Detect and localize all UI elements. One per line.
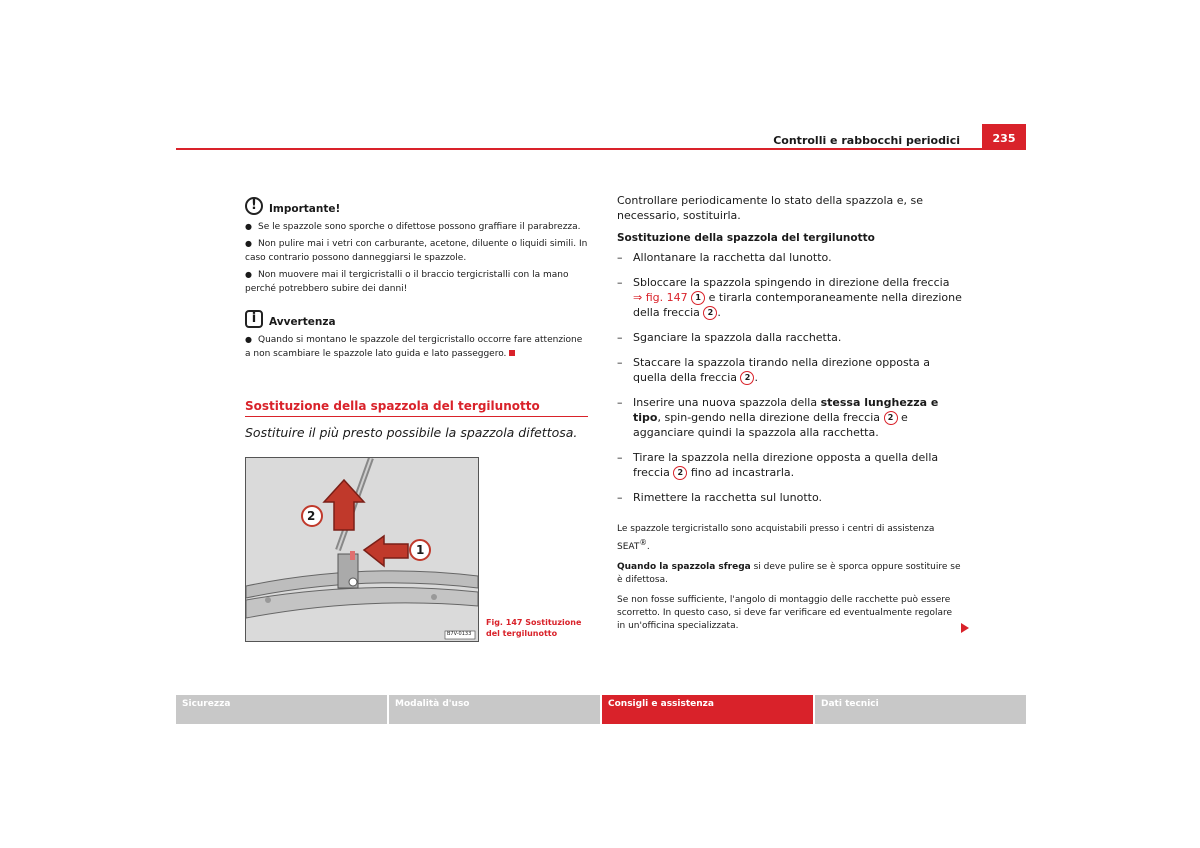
importante-heading: [245, 197, 588, 215]
importante-title: Importante!: [269, 203, 341, 215]
importante-item-3: ● Non muovere mai il tergicristalli o il braccio tergicristalli con la mano perché potrebbero subire dei danni!: [245, 268, 588, 296]
footer-tab-dati-tecnici[interactable]: Dati tecnici: [815, 695, 1026, 724]
step-1: – Allontanare la racchetta dal lunotto.: [617, 250, 962, 265]
note-availability: Le spazzole tergicristallo sono acquistabili presso i centri di assistenza SEAT®.: [617, 524, 935, 552]
wiper-illustration: [245, 457, 479, 642]
callout-2-icon: 2: [703, 306, 717, 320]
importante-item-1: ● Se le spazzole sono sporche o difettose possono graffiare il parabrezza.: [245, 220, 588, 234]
figure-reference-link[interactable]: ⇒ fig. 147: [633, 291, 688, 304]
page-header-title: Controlli e rabbocchi periodici: [773, 134, 960, 147]
intro-text: Controllare periodicamente lo stato della spazzola e, se necessario, sostituirla.: [617, 194, 924, 222]
step-7: – Rimettere la racchetta sul lunotto.: [617, 490, 962, 505]
avvertenza-item: ● Quando si montano le spazzole del tergicristallo occorre fare attenzione a non scambiare le spazzole lato guida e lato passeggero.: [245, 333, 588, 361]
footer-tab-sicurezza[interactable]: Sicurezza: [176, 695, 387, 724]
note-smearing: Quando la spazzola sfrega si deve pulire se è sporca oppure sostituire se è difettosa.: [617, 562, 961, 585]
footer-nav: [176, 695, 1026, 724]
step-6: – Tirare la spazzola nella direzione opposta a quella della freccia 2 fino ad incastrarla.: [617, 450, 962, 480]
footer-tab-modalita-duso[interactable]: Modalità d'uso: [389, 695, 600, 724]
section-title: Sostituzione della spazzola del tergilunotto: [245, 399, 588, 417]
figure-code: B7V-0133: [447, 631, 472, 637]
figure-label-1: 1: [416, 543, 425, 557]
figure-label-2: 2: [307, 509, 316, 523]
callout-2-icon: 2: [673, 466, 687, 480]
page-number: 235: [982, 124, 1026, 149]
importante-item-2: ● Non pulire mai i vetri con carburante, acetone, diluente o liquidi simili. In caso contrario possono danneggiarsi le spazzole.: [245, 237, 588, 265]
callout-1-icon: 1: [691, 291, 705, 305]
callout-2-icon: 2: [884, 411, 898, 425]
step-4: – Staccare la spazzola tirando nella direzione opposta a quella della freccia 2 .: [617, 355, 962, 385]
right-column: [617, 193, 962, 640]
avvertenza-title: Avvertenza: [269, 316, 336, 328]
wiper-drawing: [246, 458, 478, 641]
exclamation-icon: !: [245, 197, 263, 215]
procedure-heading: Sostituzione della spazzola del tergilunotto: [617, 232, 875, 244]
step-3: – Sganciare la spazzola dalla racchetta.: [617, 330, 962, 345]
continue-arrow-icon: [961, 623, 969, 633]
step-5: – Inserire una nuova spazzola della stessa lunghezza e tipo, spin-gendo nella direzione della freccia 2 e agganciare quindi la spazzola alla racchetta.: [617, 395, 962, 440]
footer-tab-consigli-e-assistenza[interactable]: Consigli e assistenza: [602, 695, 813, 724]
header-divider: [176, 148, 1026, 150]
end-of-section-icon: [509, 350, 515, 356]
left-column: [245, 197, 588, 440]
figure-caption: Fig. 147 Sostituzione del tergilunotto: [486, 618, 582, 638]
section-subtitle: Sostituire il più presto possibile la spazzola difettosa.: [245, 425, 578, 440]
note-adjustment: Se non fosse sufficiente, l'angolo di montaggio delle racchette può essere scorretto. In questo caso, si deve far verificare ed eventualmente regolare in un'officina specializzata.: [617, 595, 953, 631]
info-icon: i: [245, 310, 263, 328]
callout-2-icon: 2: [740, 371, 754, 385]
step-2: – Sbloccare la spazzola spingendo in direzione della freccia ⇒ fig. 147 1 e tirarla contemporaneamente nella direzione della freccia 2 .: [617, 275, 962, 320]
avvertenza-heading: [245, 310, 588, 328]
